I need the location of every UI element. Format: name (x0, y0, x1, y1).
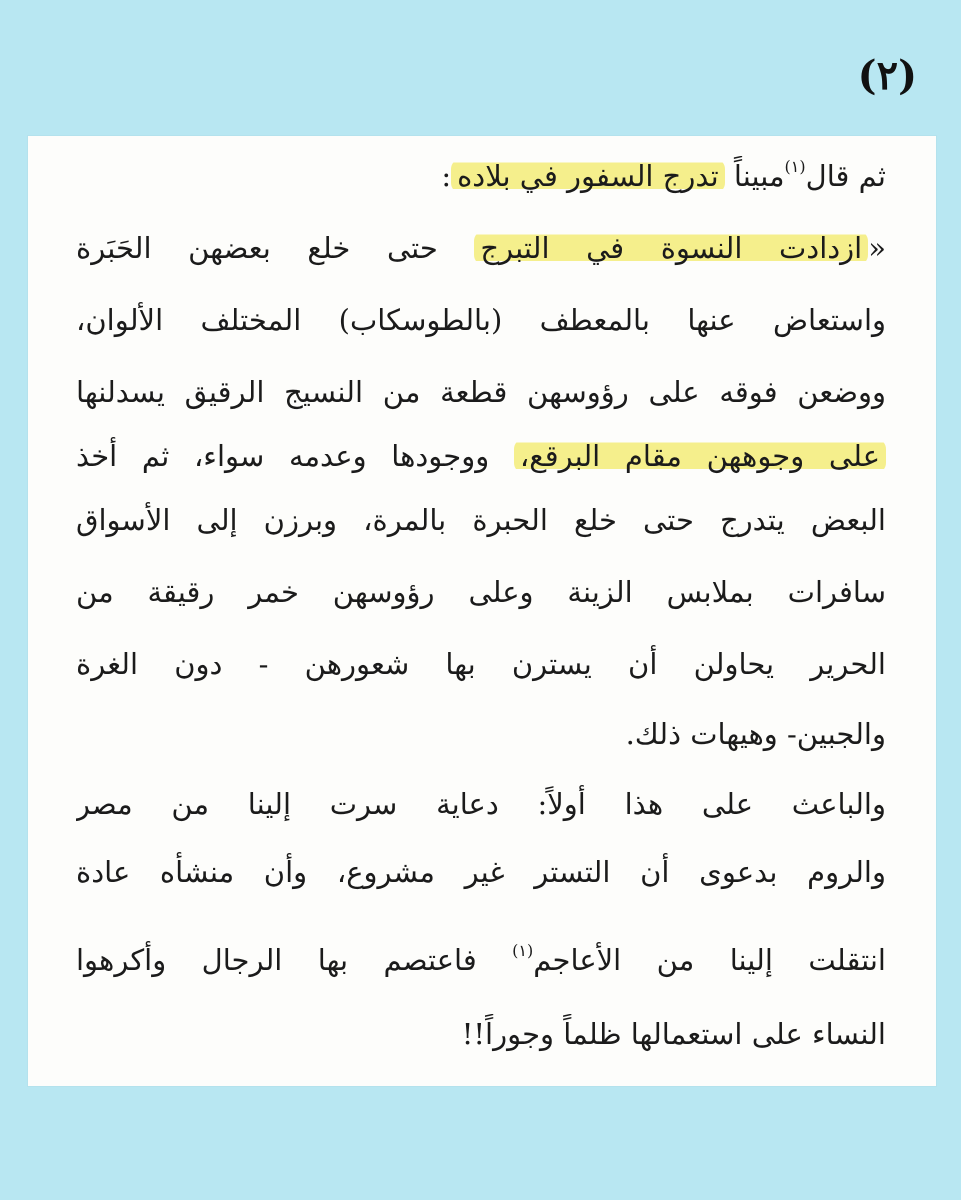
text-line-2 (76, 228, 886, 268)
text-line-3: واستعاض عنها بالمعطف (بالطوسكاب) المختلف الألوان، (76, 303, 886, 337)
page-number: (٢) (857, 52, 917, 99)
text-segment: مبيناً (724, 159, 785, 193)
text-segment: ووجودها وعدمه سواء، ثم أخذ (76, 439, 514, 473)
text-line-7: سافرات بملابس الزينة وعلى رؤوسهن خمر رقيقة من (76, 575, 886, 609)
footnote-marker: (١) (784, 157, 806, 176)
text-line-13: النساء على استعمالها ظلماً وجوراً!! (461, 1017, 886, 1051)
text-line-4: ووضعن فوقه على رؤوسهن قطعة من النسيج الرقيق يسدلنها (76, 375, 886, 409)
highlighted-text: على وجوههن مقام البرقع، (514, 439, 886, 473)
highlighted-text: تدرج السفور في بلاده (451, 159, 725, 193)
text-line-1 (76, 156, 886, 196)
footnote-marker: (١) (512, 941, 534, 960)
text-line-12 (76, 940, 886, 980)
text-line-10: والباعث على هذا أولاً: دعاية سرت إلينا من مصر (76, 787, 886, 821)
text-line-9: والجبين- وهيهات ذلك. (625, 717, 886, 751)
text-segment: انتقلت إلينا من الأعاجم (533, 943, 886, 977)
text-segment: ثم قال (805, 159, 886, 193)
text-segment: فاعتصم بها الرجال وأكرهوا (76, 943, 513, 977)
text-line-8: الحرير يحاولن أن يسترن بها شعورهن - دون الغرة (76, 647, 886, 681)
text-segment: « (868, 231, 886, 265)
text-segment: حتى خلع بعضهن الحَبَرة (76, 231, 475, 265)
text-line-11: والروم بدعوى أن التستر غير مشروع، وأن منشأه عادة (76, 855, 886, 889)
text-line-5 (76, 436, 886, 476)
text-line-6: البعض يتدرج حتى خلع الحبرة بالمرة، وبرزن إلى الأسواق (76, 503, 886, 537)
text-segment: : (441, 159, 452, 193)
highlighted-text: ازدادت النسوة في التبرج (474, 231, 868, 265)
document-page (28, 136, 936, 1086)
